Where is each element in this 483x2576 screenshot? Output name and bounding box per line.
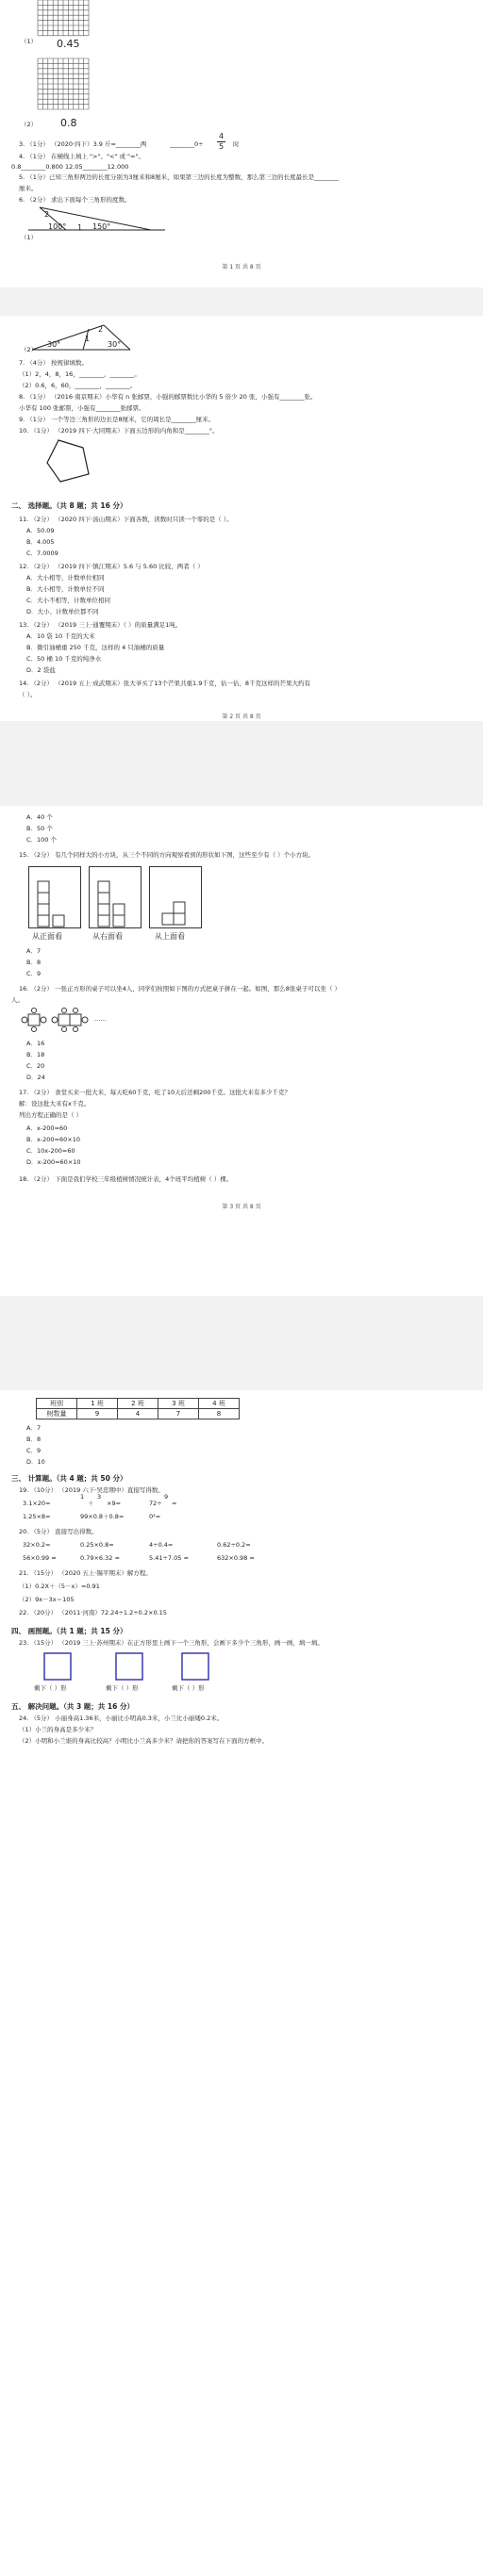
option[interactable]: C．50 桶 10 千克的纯净水 <box>26 655 102 663</box>
page-separator <box>0 721 483 806</box>
option[interactable]: C．7.0009 <box>26 550 58 557</box>
option[interactable]: B．4.005 <box>26 538 55 546</box>
table-header-cell: 3 班 <box>158 1399 199 1409</box>
square-2-label: 剩下（ ）形 <box>106 1684 139 1692</box>
option[interactable]: C．20 <box>26 1062 45 1070</box>
question-5: 5. （1分）已知三角形两边的长度分别为3厘米和8厘米，如果第三边的长度为整数，那么第三边的长度最长是________ <box>19 173 340 181</box>
table-header-cell: 1 班 <box>77 1399 118 1409</box>
option[interactable]: D．大小、计数单位都不同 <box>26 608 99 615</box>
square-3-label: 剩下（ ）形 <box>172 1684 205 1692</box>
question-3-right: ________0÷ <box>170 140 204 148</box>
grid1-label: （1） <box>21 38 38 45</box>
question-14: 14. （2分） （2019 五上·成武期末）张大爷买了13个芒果共重1.9千克，估一估，8千克这样的芒果大约有 <box>19 680 311 687</box>
grid2-label: （2） <box>21 121 38 128</box>
tri2-angle-top: 2 <box>98 325 104 334</box>
question-16-options <box>26 1040 45 1082</box>
tri2-angle-left: 30° <box>47 340 61 349</box>
question-7: 7. （4分） 按规律填数。 <box>19 359 88 367</box>
q19-d: 72÷ <box>149 1500 162 1507</box>
option[interactable]: A．10 袋 10 千克的大米 <box>26 632 95 640</box>
table-cell: 7 <box>158 1409 199 1419</box>
section-5-heading: 五、 解决问题。（共 3 题；共 16 分） <box>11 1702 134 1711</box>
decimal-grid-1 <box>38 0 89 36</box>
option[interactable]: C．9 <box>26 970 42 977</box>
option[interactable]: A．7 <box>26 947 42 955</box>
question-17: 17. （2分） 食堂买来一批大米，每天吃60千克，吃了10天后还剩200千克。这批大米有多少千克？ <box>19 1089 291 1096</box>
tables-ellipsis: …… <box>94 1015 107 1023</box>
option[interactable]: B．18 <box>26 1051 45 1058</box>
tables-diagram <box>21 1008 106 1032</box>
question-4: 4. （1分） 在横线上填上 ">"、"<" 或 "="。 <box>19 153 144 160</box>
q19-b-2: 3 <box>97 1493 102 1501</box>
table-cell: 9 <box>77 1409 118 1419</box>
question-24: 24. （5分） 小丽身高1.36米，小丽比小明高0.3米，小兰比小丽矮0.2米。 <box>19 1715 224 1722</box>
page-separator <box>0 1296 483 1390</box>
question-22: 22. （20分） （2011·河南）72.24÷1.2÷0.2×0.15 <box>19 1609 167 1616</box>
view-front-figure <box>28 866 81 928</box>
option[interactable]: B．8 <box>26 1436 42 1443</box>
table-header-cell: 4 班 <box>199 1399 240 1409</box>
page-footer: 第 1 页 共 8 页 <box>222 264 261 271</box>
question-11-options <box>26 527 58 558</box>
view-right-figure <box>89 866 142 928</box>
option[interactable]: D．x-200=60×10 <box>26 1158 81 1166</box>
page-1 <box>0 0 483 287</box>
question-5-cont: 厘米。 <box>19 185 38 192</box>
tri2-angle-mid: 1 <box>85 335 91 343</box>
option[interactable]: B．大小相等，计数单位不同 <box>26 585 105 593</box>
q19-a: 3.1×20= <box>23 1500 51 1507</box>
question-21: 21. （15分） （2020 五上·锡平期末）解方程。 <box>19 1569 152 1577</box>
question-3-tail: 时 <box>233 140 240 148</box>
option[interactable]: B．微引油桶重 250 千克，这样的 4 只油桶的质量 <box>26 644 165 651</box>
triangle-diagram-2 <box>32 325 136 353</box>
question-15-options <box>26 947 41 978</box>
pentagon-figure <box>45 438 92 485</box>
table-cell: 8 <box>199 1409 240 1419</box>
question-13-options <box>26 632 164 675</box>
option[interactable]: D．2 袋盐 <box>26 666 56 674</box>
option[interactable]: D．24 <box>26 1074 45 1081</box>
question-16-cont: 人。 <box>11 996 24 1004</box>
question-16: 16. （2分） 一张正方形的桌子可以坐4人，同学们按照如下图的方式把桌子拼在一起。如图，那么8张桌子可以坐（ ） <box>19 985 341 993</box>
question-3: 3. （1分） （2020·四下）3.9 斤=________两 <box>19 140 147 148</box>
page-separator <box>0 287 483 316</box>
tri1-angle-mid: 1 <box>77 223 83 232</box>
question-13: 13. （2分） （2019 三上·通覆期末）（ ）的质量满足1吨。 <box>19 621 182 629</box>
question-12-options <box>26 574 110 616</box>
question-9: 9. （1分） 一个等边三角形的边长是8厘米，它的周长是________厘米。 <box>19 416 215 423</box>
square-3 <box>181 1652 209 1681</box>
question-6: 6. （2分） 求出下面每个三角形的度数。 <box>19 196 131 204</box>
q20-r1-c3: 4÷0.4= <box>149 1541 174 1549</box>
q20-r2-c1: 56×0.99 ≈ <box>23 1554 57 1562</box>
question-8-cont: 小华有 100 张邮票，小强有________张邮票。 <box>19 404 145 412</box>
square-1 <box>43 1652 72 1681</box>
question-17-cont-2: 列出方程正确的是（ ） <box>19 1111 83 1119</box>
q19-c: ×9= <box>107 1500 122 1507</box>
table-header-cell: 2 班 <box>118 1399 158 1409</box>
tri2-angle-right: 30° <box>108 340 122 349</box>
q19-e: 1.25×8= <box>23 1513 51 1520</box>
table-row <box>37 1409 240 1419</box>
tri1-angle-top: 2 <box>44 210 50 219</box>
question-21-2: （2）9x－3x＝105 <box>19 1596 75 1603</box>
table-cell: 4 <box>118 1409 158 1419</box>
view-front-label: 从正面看 <box>32 932 62 941</box>
question-8: 8. （1分） （2016·南京期末）小华有 n 张邮票，小强的邮票数比小华的 5 倍少 20 张，小强有________张。 <box>19 393 317 401</box>
section-3-heading: 三、 计算题。（共 4 题；共 50 分） <box>11 1474 127 1483</box>
decimal-grid-2 <box>38 58 89 109</box>
question-7-2: （2）0.6，6，60，________，________。 <box>19 382 137 389</box>
q20-r2-c4: 632×0.98 ≈ <box>217 1554 255 1562</box>
option[interactable]: B．8 <box>26 959 42 966</box>
question-3-fraction-num: 4 <box>219 132 225 140</box>
q19-g: 0²= <box>149 1513 161 1520</box>
question-19: 19. （10分） （2019 六下·吴忠期中）直接写得数。 <box>19 1486 164 1494</box>
question-6-sub-label: （1） <box>21 234 38 241</box>
q20-r1-c4: 0.62÷0.2= <box>217 1541 251 1549</box>
q19-b-op: ＋ <box>88 1500 94 1507</box>
question-24-1: （1）小兰的身高是多少米？ <box>19 1726 97 1733</box>
question-14-options <box>26 813 57 845</box>
option[interactable]: B．50 个 <box>26 825 53 832</box>
q20-r2-c3: 5.41÷7.05 ≈ <box>149 1554 189 1562</box>
option[interactable]: D．10 <box>26 1458 45 1466</box>
option[interactable]: A．x-200=60 <box>26 1124 68 1132</box>
question-12: 12. （2分） （2019 四下·镇江期末）5.6 与 5.60 比较，两者（ ） <box>19 563 204 570</box>
question-18-options <box>26 1424 45 1467</box>
tri1-angle-left: 100° <box>48 222 67 231</box>
option[interactable]: A．40 个 <box>26 813 53 821</box>
table-header-row <box>37 1399 240 1409</box>
option[interactable]: B．x-200=60×10 <box>26 1136 80 1143</box>
option[interactable]: C．大小不相等，计数单位相同 <box>26 597 111 604</box>
question-3-fraction-den: 5 <box>219 142 225 151</box>
option[interactable]: A．16 <box>26 1040 45 1047</box>
square-2 <box>115 1652 143 1681</box>
question-10: 10. （1分） （2019 四下·大同期末）下面五边形的内角和是________°。 <box>19 427 219 435</box>
question-7-1: （1）2，4，8，16，________，________。 <box>19 370 141 378</box>
page-footer: 第 2 页 共 8 页 <box>222 714 261 720</box>
q19-f: 99×0.8＋0.8= <box>80 1513 125 1520</box>
option[interactable]: A．7 <box>26 1424 42 1432</box>
grid2-value: 0.8 <box>60 117 77 129</box>
option[interactable]: C．100 个 <box>26 836 58 844</box>
question-20: 20. （5分） 直接写出得数。 <box>19 1528 98 1535</box>
tri1-angle-right: 150° <box>92 222 111 231</box>
view-right-label: 从右面看 <box>92 932 123 941</box>
page-4 <box>0 1390 483 2333</box>
section-4-heading: 四、 画图题。（共 1 题；共 15 分） <box>11 1627 127 1635</box>
option[interactable]: C．10x-200=60 <box>26 1147 75 1155</box>
question-11: 11. （2分） （2020 四下·汤山期末）下面各数，读数时只读一个零的是（ ）。 <box>19 516 233 523</box>
question-4-items: 0.8________0.800 12.05________12.000 <box>11 163 129 171</box>
question-24-2: （2）小明和小兰谁的身高比较高？小明比小兰高多少米？请把你的答案写在下面的方框中。 <box>19 1737 269 1745</box>
tree-planting-table <box>36 1398 240 1419</box>
option[interactable]: A．50.09 <box>26 527 55 534</box>
question-23: 23. （15分） （2019 三上·苏州期末）在正方形里上画下一个三角形，会画下多少个三角形，画一画，填一填。 <box>19 1639 324 1647</box>
page-2 <box>0 316 483 721</box>
page-footer: 第 3 页 共 8 页 <box>222 1204 261 1210</box>
q19-d-frac: 9 <box>164 1493 169 1501</box>
q20-r1-c1: 32×0.2= <box>23 1541 51 1549</box>
q20-r2-c2: 0.79×6.32 ≈ <box>80 1554 120 1562</box>
square-1-label: 剩下（ ）形 <box>34 1684 67 1692</box>
question-15: 15. （2分） 有几个同样大的小方块，从三个不同的方向观察看到的形状如下图，这些至少有（ ）个小方块。 <box>19 851 315 859</box>
table-header-cell: 班别 <box>37 1399 77 1409</box>
table-row-label: 树数量 <box>37 1409 77 1419</box>
q20-r1-c2: 0.25×0.8= <box>80 1541 114 1549</box>
question-6-sub-label-2: （2） <box>21 346 38 353</box>
q19-b-pre: 1 <box>80 1493 85 1501</box>
page-3 <box>0 806 483 1296</box>
q19-d-2: = <box>172 1500 177 1507</box>
view-top-figure <box>149 866 202 928</box>
question-17-cont-1: 解：设这批大米有x千克。 <box>19 1100 91 1108</box>
option[interactable]: A．大小相等，计数单位相同 <box>26 574 105 582</box>
grid1-value: 0.45 <box>57 38 80 50</box>
section-2-heading: 二、 选择题。（共 8 题；共 16 分） <box>11 501 127 510</box>
question-21-1: （1）0.2X＋（5－x）=0.91 <box>19 1583 100 1590</box>
question-17-options <box>26 1124 81 1167</box>
question-14-cont: （ ）。 <box>19 691 37 698</box>
option[interactable]: C．9 <box>26 1447 42 1454</box>
question-18: 18. （2分） 下面是我们学校三年级植树情况统计表，4个班平均植树（ ）棵。 <box>19 1175 233 1183</box>
view-top-label: 从上面看 <box>155 932 185 941</box>
